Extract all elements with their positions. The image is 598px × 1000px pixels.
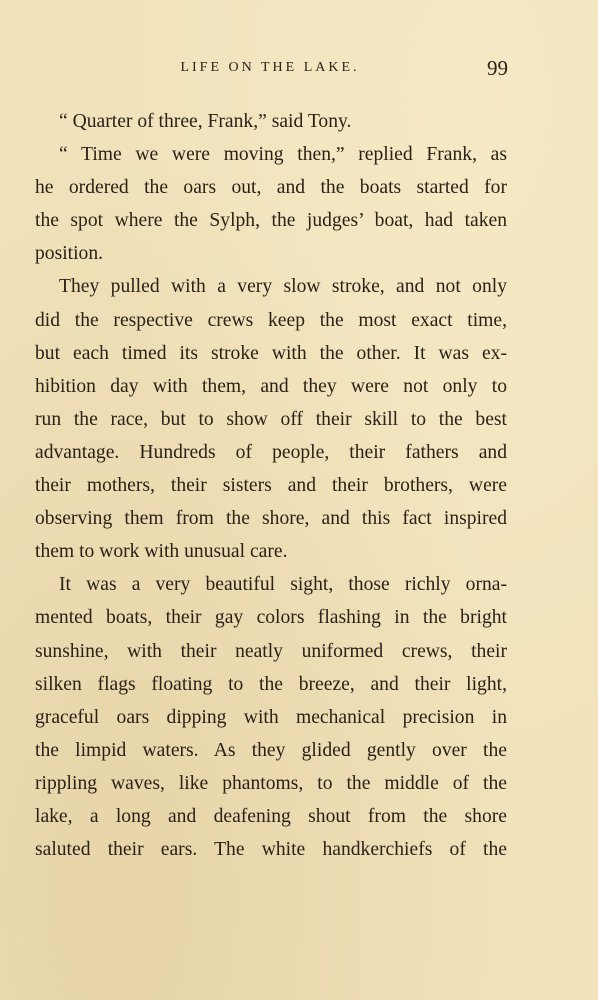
text-line: graceful oars dipping with mechanical precision in	[35, 706, 507, 728]
text-line: position.	[35, 243, 104, 265]
text-line: the limpid waters. As they glided gently over the	[35, 739, 507, 761]
text-line: run the race, but to show off their skill to the best	[35, 408, 507, 430]
text-line: rippling waves, like phantoms, to the middle of the	[35, 772, 507, 794]
text-line: hibition day with them, and they were not only to	[35, 375, 507, 397]
text-line: mented boats, their gay colors flashing in the bright	[35, 607, 507, 629]
text-line: silken flags floating to the breeze, and their light,	[35, 673, 507, 695]
text-line: It was a very beautiful sight, those richly orna-	[59, 574, 507, 596]
text-line: advantage. Hundreds of people, their fathers and	[35, 441, 507, 463]
text-line: “ Quarter of three, Frank,” said Tony.	[59, 111, 352, 132]
text-line: their mothers, their sisters and their brothers, were	[35, 475, 507, 497]
text-line: lake, a long and deafening shout from the shore	[35, 805, 507, 827]
running-title: LIFE ON THE LAKE.	[180, 60, 360, 75]
text-line: did the respective crews keep the most exact time,	[35, 309, 507, 331]
text-line: them to work with unusual care.	[35, 541, 288, 563]
text-line: but each timed its stroke with the other. It was ex-	[35, 342, 507, 364]
text-line: They pulled with a very slow stroke, and not only	[59, 276, 507, 298]
text-line: “ Time we were moving then,” replied Frank, as	[59, 144, 507, 166]
text-line: he ordered the oars out, and the boats started for	[35, 177, 507, 199]
running-head	[0, 56, 598, 82]
page-number: 99	[487, 56, 508, 80]
text-line: saluted their ears. The white handkerchiefs of the	[35, 839, 507, 861]
text-line: observing them from the shore, and this fact inspired	[35, 508, 507, 530]
text-line: sunshine, with their neatly uniformed crews, their	[35, 640, 507, 662]
text-line: the spot where the Sylph, the judges’ boat, had taken	[35, 210, 507, 232]
body-text	[35, 105, 507, 866]
